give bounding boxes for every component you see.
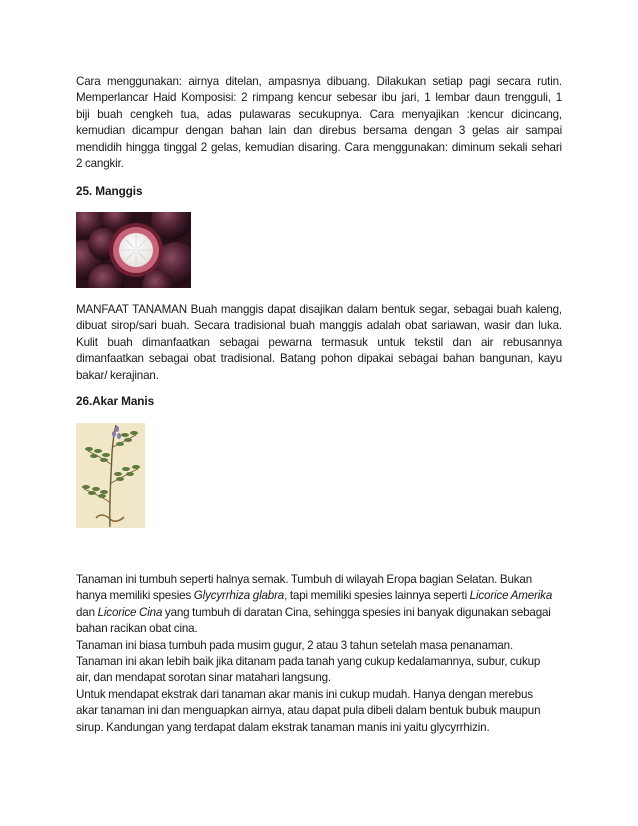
text-line: Tanaman ini tumbuh seperti halnya semak. Tumbuh di wilayah Eropa bagian Selatan. Bukan [76,573,532,586]
text-line [76,588,562,604]
paragraph-kencur-usage [76,74,562,172]
text-segment: yang tumbuh di daratan Cina, sehingga spesies ini banyak digunakan sebagai [162,605,551,619]
licorice-illustration [76,423,145,528]
text-line: Tanaman ini biasa tumbuh pada musim gugur, 2 atau 3 tahun setelah masa penanaman. [76,638,514,652]
text-line: MANFAAT TANAMAN Buah manggis dapat disajikan dalam bentuk segar, sebagai buah kaleng, [76,303,562,316]
text-line: akar tanaman ini dan menguapkan airnya, atau dapat pula dibeli dalam bentuk bubuk maupun [76,704,541,718]
text-line: Untuk mendapat ekstrak dari tanaman akar manis ini cukup mudah. Hanya dengan merebus [76,687,533,701]
text-line: 2 cangkir. [76,157,124,171]
text-line: sirup. Kandungan yang terdapat dalam ekstrak tanaman manis ini yaitu glycyrrhizin. [76,720,490,734]
text-line: bahan racikan obat cina. [76,622,198,636]
text-line: Kulit buah dimanfaatkan sebagai pewarna termasuk untuk tekstil dan air rebusannya [76,335,562,349]
paragraph-manggis-benefits [76,302,562,384]
text-line: kemudian dicampur dengan bahan lain dan direbus bersama dengan 3 gelas air sampai [76,124,562,138]
text-line: dibuat sirop/sari buah. Secara tradisional buah manggis adalah obat sariawan, wasir dan luka. [76,319,562,333]
text-line [76,605,562,621]
text-segment: dan [76,605,98,619]
heading-manggis: 25. Manggis [76,184,143,198]
text-line: Memperlancar Haid Komposisi: 2 rimpang kencur sebesar ibu jari, 1 lembar daun trengguli, 1 [76,91,562,105]
species-name-italic: Licorice Amerika [469,589,553,603]
text-segment: , tapi memiliki spesies lainnya seperti [284,589,470,603]
text-line: biji buah cengkeh tua, adas pulawaras secukupnya. Cara menyajikan :kencur dicincang, [76,107,562,121]
text-line: air, dan mendapat sorotan sinar matahari langsung. [76,671,331,685]
text-line: Tanaman ini akan lebih baik jika ditanam pada tanah yang cukup kedalamannya, subur, cukup [76,655,541,669]
text-line: dimanfaatkan sebagai obat tradisional. Batang pohon dipakai sebagai bahan bangunan, kayu [76,352,562,366]
text-line: bakar/ kerajinan. [76,368,159,382]
species-name-italic: Licorice Cina [97,605,163,619]
mangosteen-photo [76,212,191,288]
text-segment: hanya memiliki spesies [76,589,194,603]
text-line: mendidih hingga tinggal 2 gelas, kemudian disaring. Cara menggunakan: diminum sekali sehari [76,140,562,154]
heading-akar-manis: 26.Akar Manis [76,394,155,408]
text-line: Cara menggunakan: airnya ditelan, ampasnya dibuang. Dilakukan setiap pagi secara rutin. [76,75,562,88]
paragraph-akar-manis-description [76,572,562,736]
species-name-italic: Glycyrrhiza glabra [193,589,285,603]
